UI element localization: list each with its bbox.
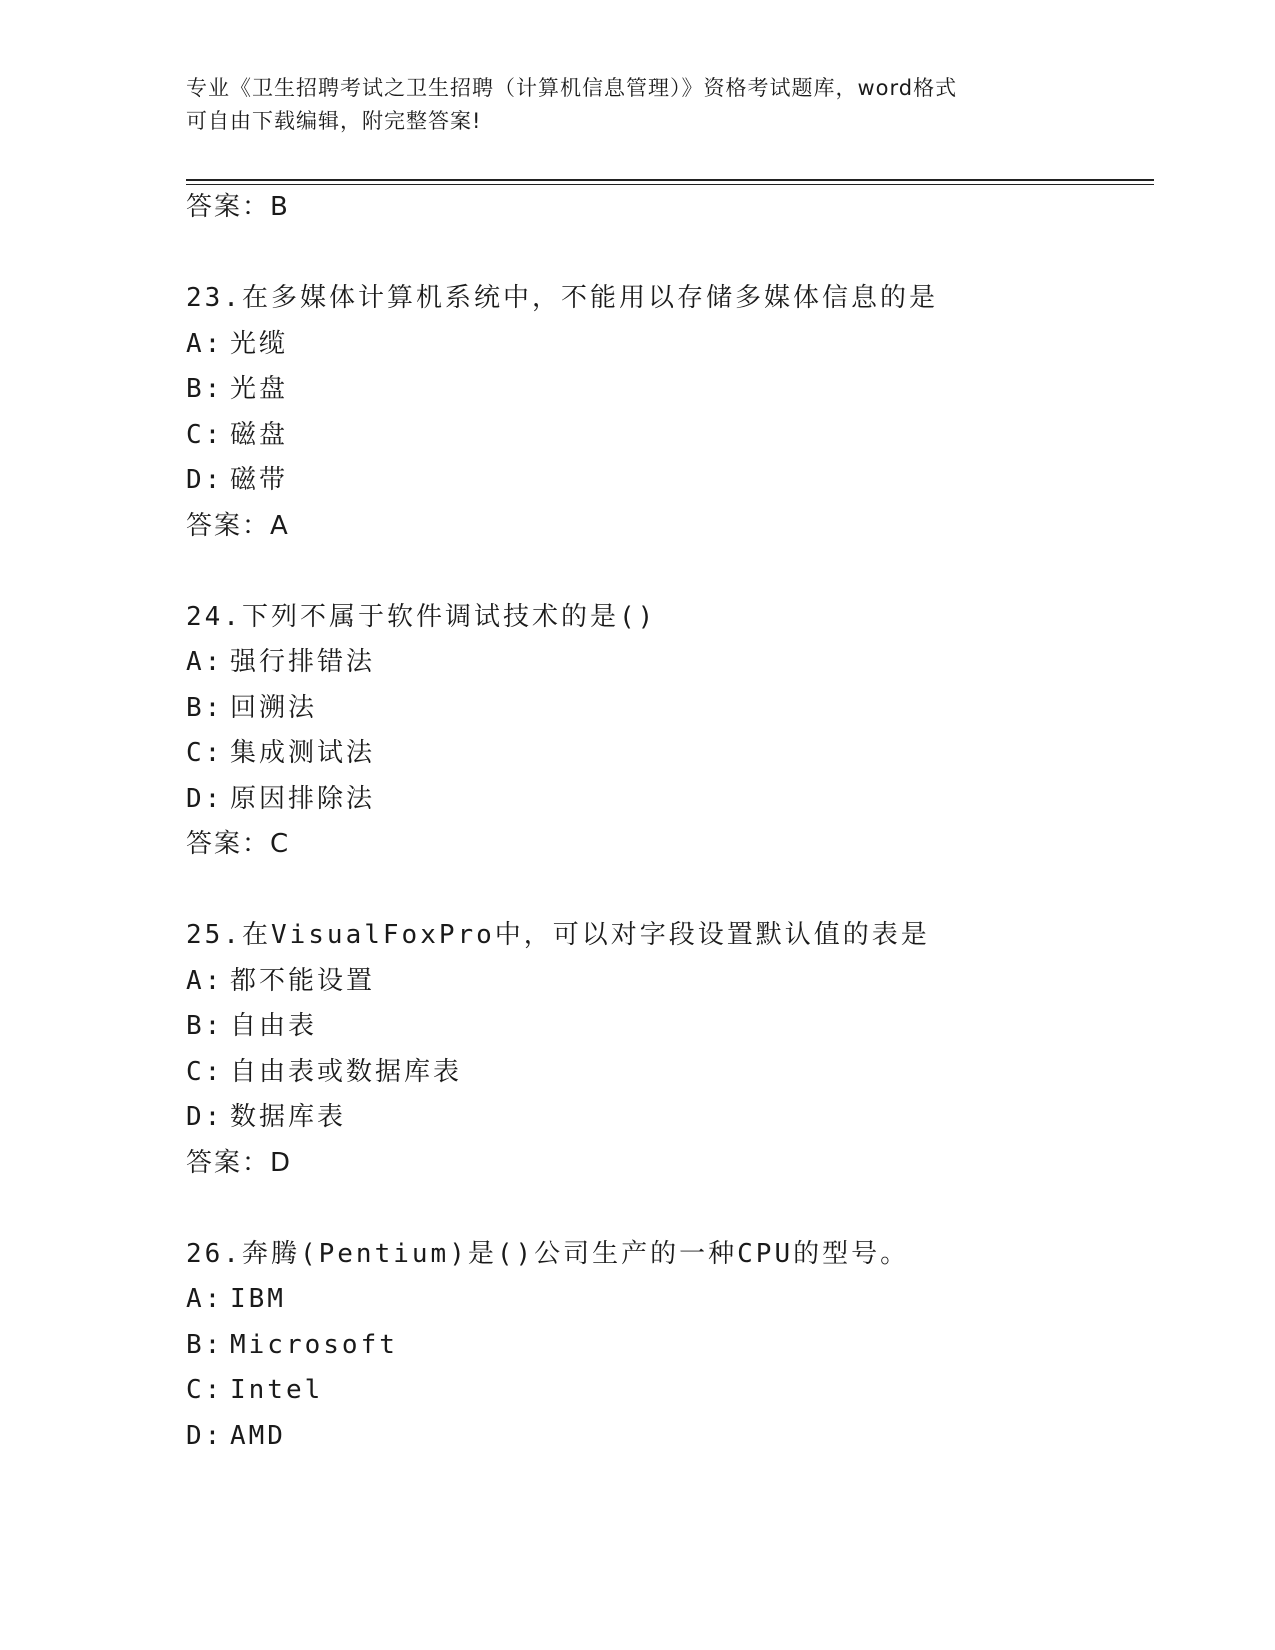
question-stem: [186, 1232, 1154, 1278]
option-text: 自由表: [230, 1011, 318, 1041]
question-list: [186, 185, 1154, 1459]
option-text: 回溯法: [230, 692, 318, 723]
option-text: 磁带: [230, 465, 289, 495]
question-25: [186, 913, 1154, 1186]
option-c: [186, 731, 1154, 777]
option-text: 原因排除法: [230, 783, 376, 814]
option-key: B:: [186, 1329, 224, 1360]
option-c: [186, 1368, 1154, 1414]
option-key: B:: [186, 692, 224, 723]
question-number: 26.: [186, 1238, 242, 1269]
document-header: [186, 72, 1086, 138]
answer-line: [186, 822, 1154, 867]
option-key: D:: [186, 465, 224, 495]
question-number: 23.: [186, 283, 242, 313]
option-key: B:: [186, 1011, 224, 1041]
question-stem: [186, 913, 1154, 959]
question-text: 在多媒体计算机系统中，不能用以存储多媒体信息的是: [241, 283, 938, 313]
question-text: 在VisualFoxPro中，可以对字段设置默认值的表是: [241, 920, 930, 950]
option-text: 强行排错法: [230, 647, 376, 677]
option-d: [186, 777, 1154, 823]
option-key: D:: [186, 1102, 224, 1132]
option-b: [186, 1323, 1154, 1369]
header-line-1: 专业《卫生招聘考试之卫生招聘（计算机信息管理）》资格考试题库，word格式: [186, 76, 958, 100]
option-text: 磁盘: [230, 419, 289, 450]
answer-label: 答案：: [186, 510, 271, 541]
option-text: 集成测试法: [230, 738, 376, 768]
option-a: [186, 1277, 1154, 1323]
option-key: C:: [186, 1375, 224, 1405]
answer-value: D: [270, 1147, 293, 1178]
answer-line: [186, 1141, 1154, 1186]
question-number: 24.: [186, 601, 242, 632]
answer-value: B: [270, 192, 290, 222]
question-number: 25.: [186, 920, 242, 950]
option-d: [186, 1414, 1154, 1460]
option-d: [186, 1095, 1154, 1141]
header-divider-thick: [186, 179, 1154, 181]
option-key: D:: [186, 1420, 224, 1451]
option-c: [186, 1050, 1154, 1096]
option-key: D:: [186, 783, 224, 814]
question-23: [186, 276, 1154, 549]
question-text: 奔腾(Pentium)是()公司生产的一种CPU的型号。: [241, 1238, 910, 1269]
question-stem: [186, 276, 1154, 322]
option-key: C:: [186, 738, 224, 768]
option-text: Intel: [230, 1375, 324, 1405]
option-text: 光盘: [230, 374, 289, 404]
option-a: [186, 322, 1154, 368]
option-b: [186, 686, 1154, 732]
answer-label: 答案：: [186, 1147, 271, 1178]
option-c: [186, 413, 1154, 459]
option-text: 都不能设置: [230, 965, 376, 996]
question-26: [186, 1232, 1154, 1460]
option-a: [186, 640, 1154, 686]
option-key: A:: [186, 647, 224, 677]
question-24: [186, 595, 1154, 868]
question-text: 下列不属于软件调试技术的是(): [241, 601, 657, 632]
option-key: A:: [186, 328, 224, 359]
option-a: [186, 959, 1154, 1005]
option-key: A:: [186, 1284, 224, 1314]
option-text: IBM: [230, 1284, 286, 1314]
question-stem: [186, 595, 1154, 641]
header-line-2: 可自由下载编辑，附完整答案!: [186, 109, 482, 133]
answer-label: 答案：: [186, 192, 271, 222]
option-b: [186, 367, 1154, 413]
option-key: B:: [186, 374, 224, 404]
option-b: [186, 1004, 1154, 1050]
option-key: C:: [186, 419, 224, 450]
option-key: A:: [186, 965, 224, 996]
option-key: C:: [186, 1056, 224, 1087]
answer-line: [186, 504, 1154, 549]
answer-label: 答案：: [186, 829, 271, 859]
option-d: [186, 458, 1154, 504]
option-text: 自由表或数据库表: [230, 1056, 463, 1087]
answer-value: C: [270, 829, 291, 859]
option-text: 光缆: [230, 328, 289, 359]
answer-value: A: [270, 510, 290, 541]
option-text: 数据库表: [230, 1102, 347, 1132]
option-text: Microsoft: [230, 1329, 398, 1360]
option-text: AMD: [230, 1420, 286, 1451]
answer-line-previous: [186, 185, 1154, 230]
